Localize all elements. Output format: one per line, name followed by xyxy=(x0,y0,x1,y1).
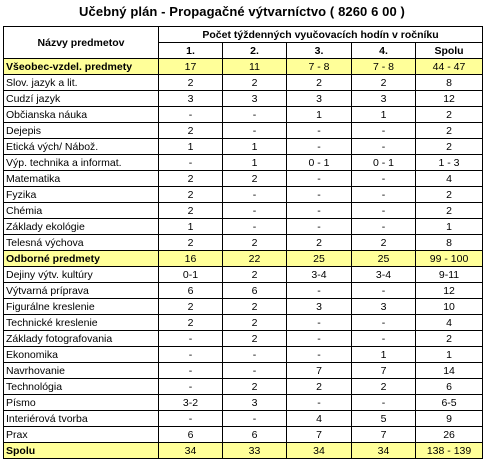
table-row xyxy=(4,123,483,139)
year-1-hours-cell: 3-2 xyxy=(159,395,223,411)
year-2-hours-cell: 11 xyxy=(223,59,287,75)
year-1-hours-cell: 0-1 xyxy=(159,267,223,283)
year-2-hours-cell: 1 xyxy=(223,139,287,155)
total-hours-cell: 2 xyxy=(416,139,483,155)
subject-name-cell: Technológia xyxy=(4,379,159,395)
total-row xyxy=(4,443,483,459)
subject-name-cell: Dejiny výtv. kultúry xyxy=(4,267,159,283)
subject-name-cell: Prax xyxy=(4,427,159,443)
year-1-hours-cell: 2 xyxy=(159,315,223,331)
subject-name-cell: Ekonomika xyxy=(4,347,159,363)
year-4-hours-cell: 3 xyxy=(352,299,416,315)
subject-name-cell: Figurálne kreslenie xyxy=(4,299,159,315)
year-4-hours-cell: - xyxy=(352,171,416,187)
table-row xyxy=(4,331,483,347)
year-4-hours-cell: 25 xyxy=(352,251,416,267)
table-row xyxy=(4,155,483,171)
year-3-hours-cell: - xyxy=(287,171,352,187)
table-body xyxy=(4,59,483,459)
year-1-hours-cell: - xyxy=(159,331,223,347)
year-4-hours-cell: - xyxy=(352,203,416,219)
subject-name-cell: Výp. technika a informat. xyxy=(4,155,159,171)
table-row xyxy=(4,315,483,331)
year-2-hours-cell: - xyxy=(223,107,287,123)
year-4-hours-cell: 2 xyxy=(352,75,416,91)
total-hours-cell: 6 xyxy=(416,379,483,395)
year-3-hours-cell: 3-4 xyxy=(287,267,352,283)
year-2-hours-cell: 33 xyxy=(223,443,287,459)
year-2-hours-cell: 3 xyxy=(223,91,287,107)
subjects-column-header: Názvy predmetov xyxy=(4,27,159,59)
year-1-hours-cell: 16 xyxy=(159,251,223,267)
table-row xyxy=(4,219,483,235)
subject-name-cell: Odborné predmety xyxy=(4,251,159,267)
year-3-hours-cell: 7 xyxy=(287,363,352,379)
table-row xyxy=(4,347,483,363)
total-hours-cell: 26 xyxy=(416,427,483,443)
year-2-hours-cell: 2 xyxy=(223,75,287,91)
table-row xyxy=(4,299,483,315)
year-1-hours-cell: 6 xyxy=(159,427,223,443)
subject-name-cell: Fyzika xyxy=(4,187,159,203)
year-4-hours-cell: 7 xyxy=(352,363,416,379)
page-title: Učebný plán - Propagačné výtvarníctvo ( 8260 6 00 ) xyxy=(79,4,405,19)
year-2-hours-cell: - xyxy=(223,187,287,203)
year-2-hours-cell: - xyxy=(223,411,287,427)
year-1-hours-cell: - xyxy=(159,411,223,427)
year-2-hours-cell: - xyxy=(223,203,287,219)
table-row xyxy=(4,91,483,107)
year-2-hours-cell: - xyxy=(223,347,287,363)
subject-name-cell: Interiérová tvorba xyxy=(4,411,159,427)
year-1-hours-cell: 17 xyxy=(159,59,223,75)
year-4-hours-cell: 34 xyxy=(352,443,416,459)
year-2-header: 2. xyxy=(223,43,287,59)
table-row xyxy=(4,363,483,379)
table-row xyxy=(4,427,483,443)
total-hours-cell: 9 xyxy=(416,411,483,427)
total-hours-cell: 9-11 xyxy=(416,267,483,283)
subject-name-cell: Všeobec-vzdel. predmety xyxy=(4,59,159,75)
subject-name-cell: Telesná výchova xyxy=(4,235,159,251)
total-hours-cell: 12 xyxy=(416,283,483,299)
year-1-hours-cell: 34 xyxy=(159,443,223,459)
subject-name-cell: Výtvarná príprava xyxy=(4,283,159,299)
curriculum-table xyxy=(3,26,483,459)
total-hours-cell: 6-5 xyxy=(416,395,483,411)
year-4-header: 4. xyxy=(352,43,416,59)
subject-name-cell: Slov. jazyk a lit. xyxy=(4,75,159,91)
subject-name-cell: Spolu xyxy=(4,443,159,459)
year-4-hours-cell: - xyxy=(352,139,416,155)
year-3-hours-cell: 7 - 8 xyxy=(287,59,352,75)
year-3-hours-cell: 3 xyxy=(287,91,352,107)
year-1-hours-cell: 1 xyxy=(159,139,223,155)
subject-name-cell: Základy ekológie xyxy=(4,219,159,235)
subject-name-cell: Písmo xyxy=(4,395,159,411)
year-3-header: 3. xyxy=(287,43,352,59)
year-4-hours-cell: 3 xyxy=(352,91,416,107)
year-1-hours-cell: 2 xyxy=(159,123,223,139)
year-3-hours-cell: 0 - 1 xyxy=(287,155,352,171)
total-hours-cell: 1 xyxy=(416,219,483,235)
total-hours-cell: 4 xyxy=(416,171,483,187)
year-4-hours-cell: 7 xyxy=(352,427,416,443)
year-4-hours-cell: - xyxy=(352,219,416,235)
year-1-hours-cell: 2 xyxy=(159,171,223,187)
subject-name-cell: Navrhovanie xyxy=(4,363,159,379)
year-3-hours-cell: 4 xyxy=(287,411,352,427)
year-3-hours-cell: 25 xyxy=(287,251,352,267)
year-3-hours-cell: 2 xyxy=(287,379,352,395)
year-4-hours-cell: 7 - 8 xyxy=(352,59,416,75)
year-3-hours-cell: - xyxy=(287,283,352,299)
table-row xyxy=(4,187,483,203)
year-2-hours-cell: 2 xyxy=(223,235,287,251)
total-hours-cell: 8 xyxy=(416,235,483,251)
year-1-hours-cell: 2 xyxy=(159,187,223,203)
year-1-hours-cell: - xyxy=(159,347,223,363)
year-2-hours-cell: - xyxy=(223,363,287,379)
year-1-hours-cell: 2 xyxy=(159,203,223,219)
year-1-hours-cell: - xyxy=(159,363,223,379)
year-1-hours-cell: 6 xyxy=(159,283,223,299)
table-row xyxy=(4,411,483,427)
year-3-hours-cell: - xyxy=(287,395,352,411)
year-4-hours-cell: - xyxy=(352,187,416,203)
header-row-top xyxy=(4,27,483,43)
subject-name-cell: Etická vých/ Nábož. xyxy=(4,139,159,155)
year-4-hours-cell: 2 xyxy=(352,235,416,251)
year-3-hours-cell: 34 xyxy=(287,443,352,459)
subject-name-cell: Chémia xyxy=(4,203,159,219)
year-3-hours-cell: - xyxy=(287,139,352,155)
year-3-hours-cell: - xyxy=(287,123,352,139)
subject-name-cell: Cudzí jazyk xyxy=(4,91,159,107)
year-1-hours-cell: - xyxy=(159,155,223,171)
total-hours-cell: 2 xyxy=(416,107,483,123)
total-hours-cell: 138 - 139 xyxy=(416,443,483,459)
table-row xyxy=(4,379,483,395)
total-hours-cell: 44 - 47 xyxy=(416,59,483,75)
table-row xyxy=(4,203,483,219)
year-3-hours-cell: 2 xyxy=(287,235,352,251)
year-2-hours-cell: 2 xyxy=(223,299,287,315)
total-hours-cell: 2 xyxy=(416,203,483,219)
total-hours-cell: 1 xyxy=(416,347,483,363)
year-4-hours-cell: 1 xyxy=(352,347,416,363)
year-4-hours-cell: 2 xyxy=(352,379,416,395)
table-row xyxy=(4,267,483,283)
section-row xyxy=(4,251,483,267)
year-2-hours-cell: 6 xyxy=(223,283,287,299)
year-1-hours-cell: - xyxy=(159,107,223,123)
year-3-hours-cell: - xyxy=(287,347,352,363)
year-1-header: 1. xyxy=(159,43,223,59)
total-hours-cell: 8 xyxy=(416,75,483,91)
year-4-hours-cell: - xyxy=(352,315,416,331)
year-4-hours-cell: 5 xyxy=(352,411,416,427)
table-row xyxy=(4,139,483,155)
year-3-hours-cell: - xyxy=(287,331,352,347)
year-2-hours-cell: 22 xyxy=(223,251,287,267)
year-1-hours-cell: 2 xyxy=(159,235,223,251)
table-row xyxy=(4,107,483,123)
subject-name-cell: Základy fotografovania xyxy=(4,331,159,347)
year-1-hours-cell: 3 xyxy=(159,91,223,107)
year-4-hours-cell: 1 xyxy=(352,107,416,123)
total-hours-cell: 2 xyxy=(416,187,483,203)
year-2-hours-cell: 3 xyxy=(223,395,287,411)
year-1-hours-cell: - xyxy=(159,379,223,395)
total-column-header: Spolu xyxy=(416,43,483,59)
year-2-hours-cell: 1 xyxy=(223,155,287,171)
year-2-hours-cell: - xyxy=(223,219,287,235)
year-2-hours-cell: 2 xyxy=(223,379,287,395)
year-4-hours-cell: - xyxy=(352,331,416,347)
total-hours-cell: 14 xyxy=(416,363,483,379)
year-1-hours-cell: 2 xyxy=(159,299,223,315)
total-hours-cell: 1 - 3 xyxy=(416,155,483,171)
year-2-hours-cell: 2 xyxy=(223,171,287,187)
subject-name-cell: Dejepis xyxy=(4,123,159,139)
year-2-hours-cell: - xyxy=(223,123,287,139)
year-3-hours-cell: - xyxy=(287,203,352,219)
year-3-hours-cell: - xyxy=(287,187,352,203)
year-1-hours-cell: 2 xyxy=(159,75,223,91)
table-row xyxy=(4,395,483,411)
table-row xyxy=(4,235,483,251)
year-1-hours-cell: 1 xyxy=(159,219,223,235)
subject-name-cell: Občianska náuka xyxy=(4,107,159,123)
year-2-hours-cell: 6 xyxy=(223,427,287,443)
year-2-hours-cell: 2 xyxy=(223,315,287,331)
year-3-hours-cell: 1 xyxy=(287,107,352,123)
total-hours-cell: 10 xyxy=(416,299,483,315)
year-3-hours-cell: - xyxy=(287,219,352,235)
year-2-hours-cell: 2 xyxy=(223,331,287,347)
total-hours-cell: 2 xyxy=(416,331,483,347)
hours-group-header: Počet týždenných vyučovacích hodín v ročníku xyxy=(159,27,483,43)
total-hours-cell: 99 - 100 xyxy=(416,251,483,267)
total-hours-cell: 2 xyxy=(416,123,483,139)
year-4-hours-cell: 0 - 1 xyxy=(352,155,416,171)
year-4-hours-cell: - xyxy=(352,123,416,139)
year-2-hours-cell: 2 xyxy=(223,267,287,283)
year-3-hours-cell: 7 xyxy=(287,427,352,443)
subject-name-cell: Matematika xyxy=(4,171,159,187)
total-hours-cell: 12 xyxy=(416,91,483,107)
year-3-hours-cell: - xyxy=(287,315,352,331)
year-4-hours-cell: 3-4 xyxy=(352,267,416,283)
subject-name-cell: Technické kreslenie xyxy=(4,315,159,331)
total-hours-cell: 4 xyxy=(416,315,483,331)
year-3-hours-cell: 2 xyxy=(287,75,352,91)
table-row xyxy=(4,283,483,299)
year-4-hours-cell: - xyxy=(352,283,416,299)
table-row xyxy=(4,171,483,187)
section-row xyxy=(4,59,483,75)
year-3-hours-cell: 3 xyxy=(287,299,352,315)
year-4-hours-cell: - xyxy=(352,395,416,411)
table-row xyxy=(4,75,483,91)
